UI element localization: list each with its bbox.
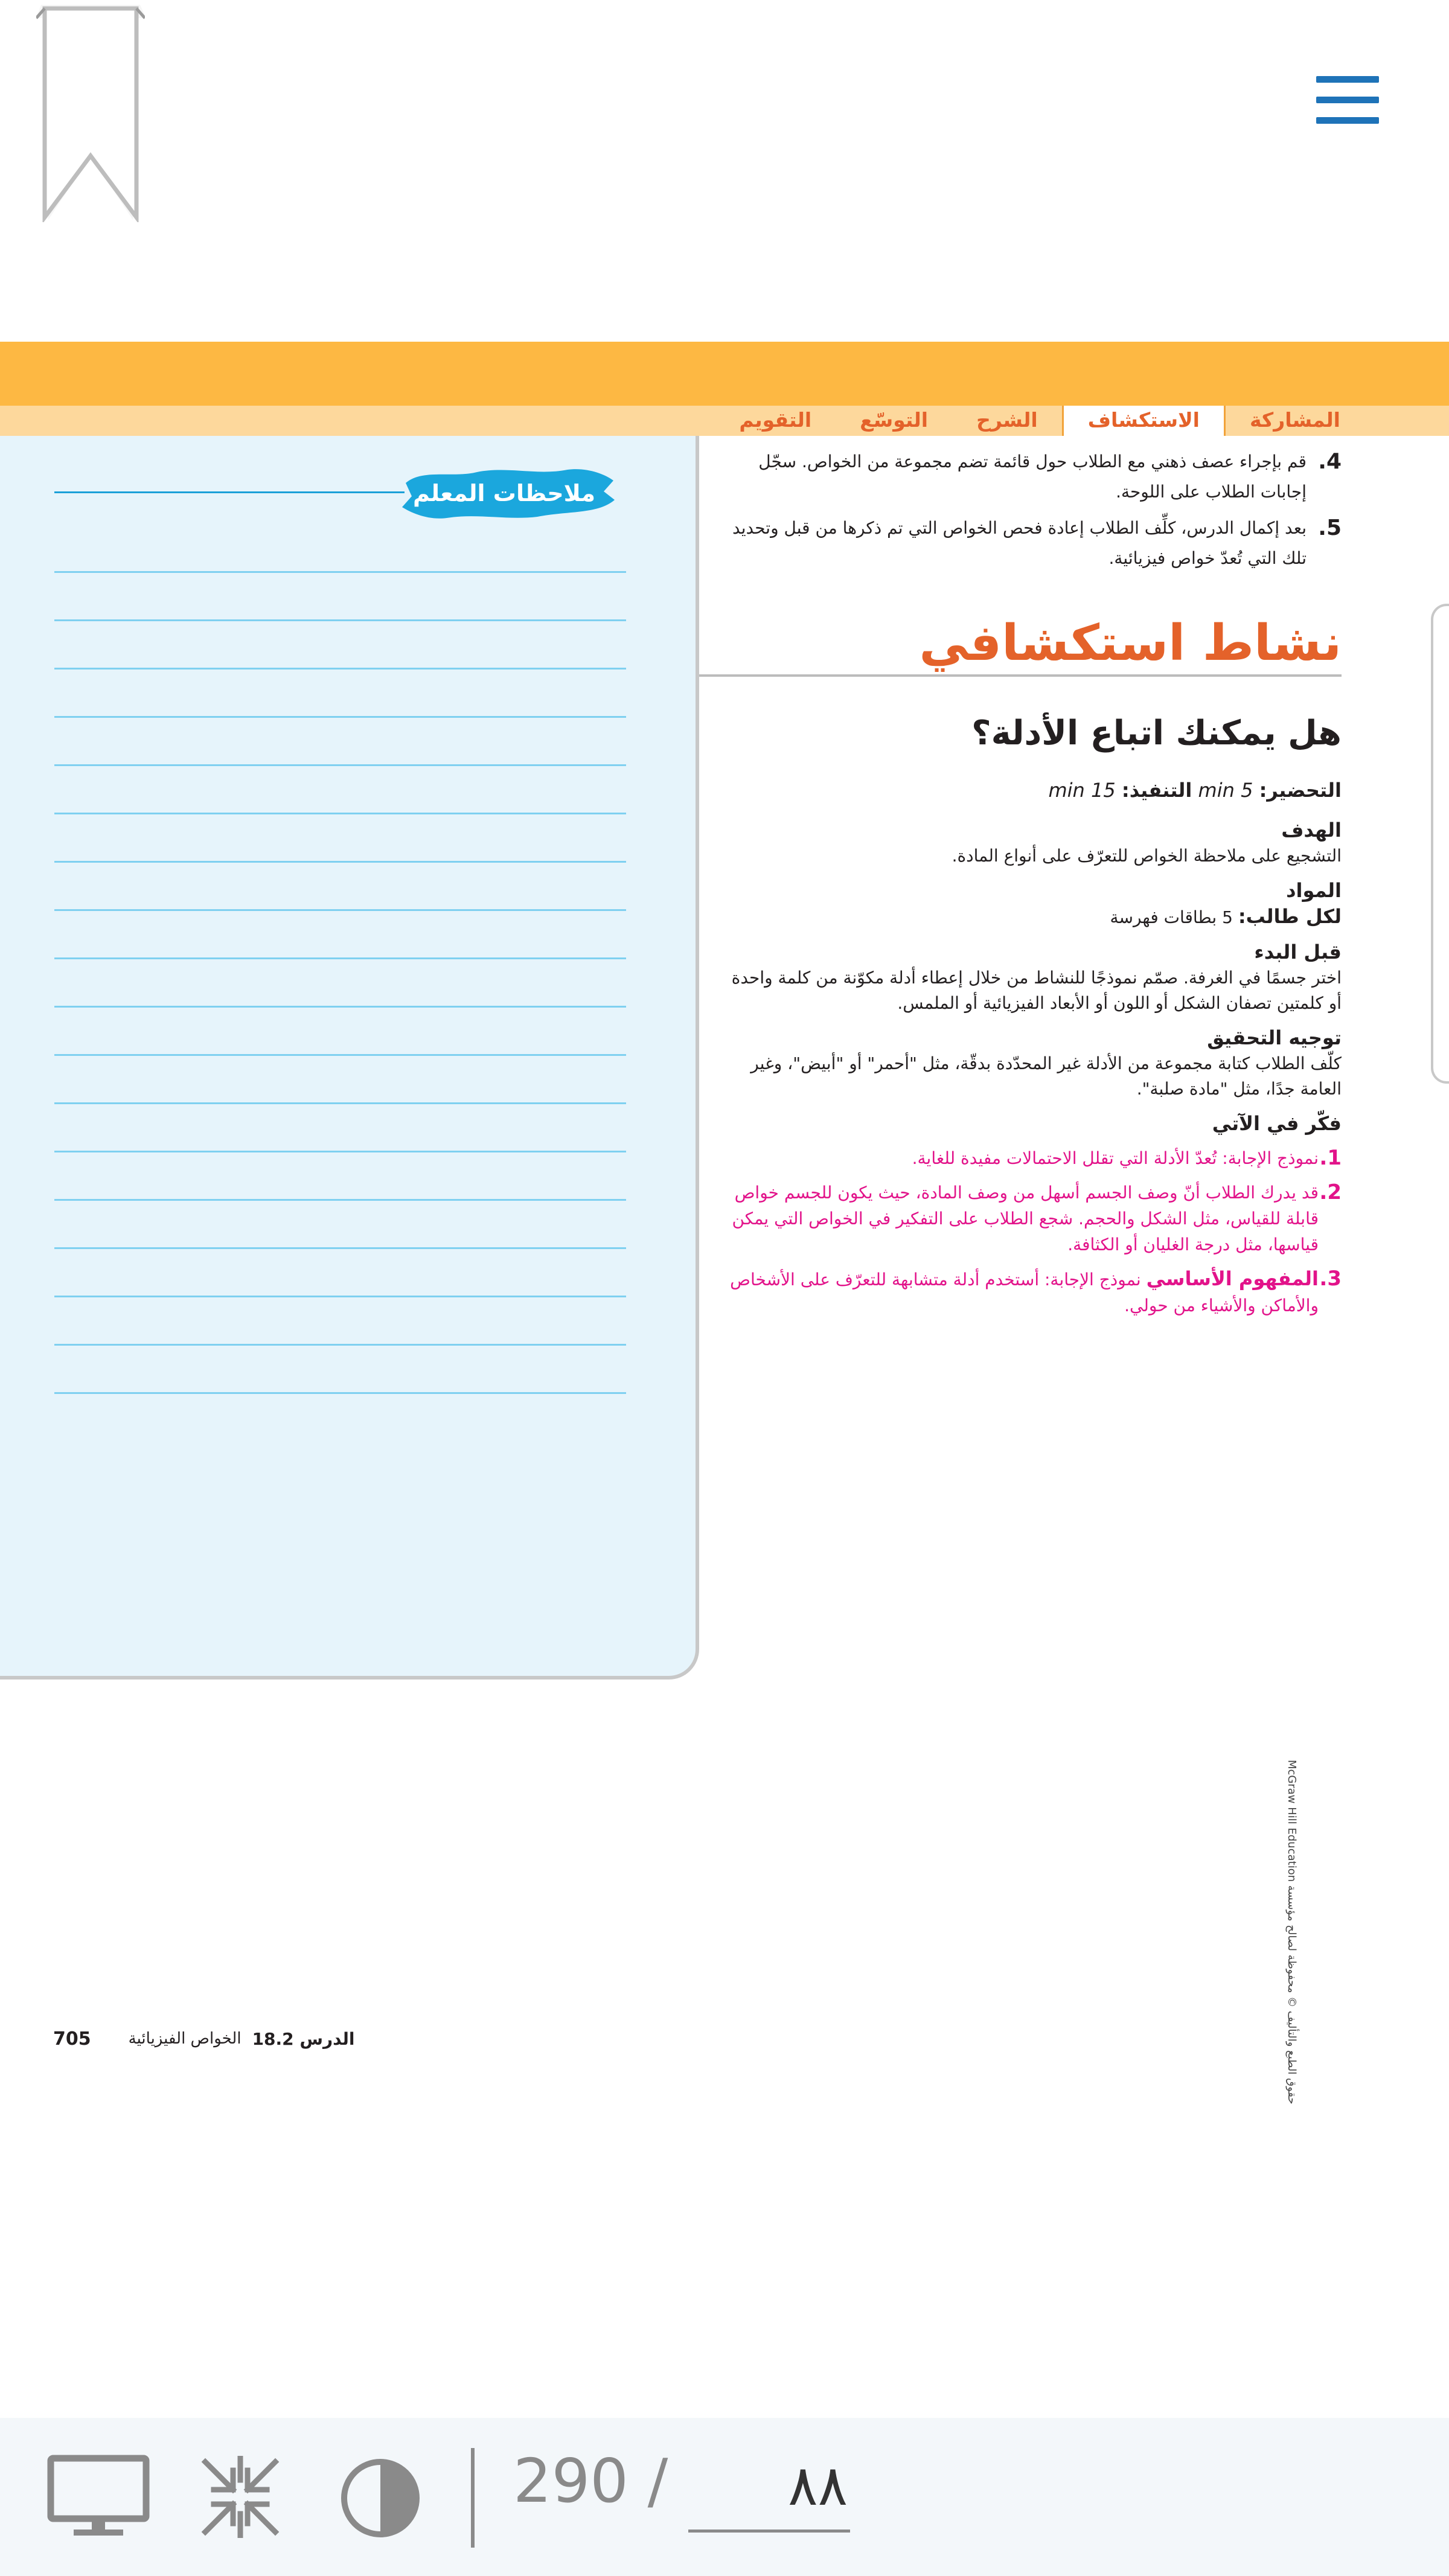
answer-number: 3.: [1319, 1267, 1342, 1291]
materials-heading: المواد: [1286, 879, 1342, 902]
before-start-text: اختر جسمًا في الغرفة. صمّم نموذجًا للنشاط من خلال إعطاء أدلة مكوّنة من كلمة واحدة أو كلمتين تصفان الشكل أو اللون أو الأبعاد الفيزيائية أو الملمس.: [731, 968, 1342, 1013]
answer-number: 2.: [1319, 1180, 1342, 1204]
note-line[interactable]: [54, 668, 626, 670]
note-line[interactable]: [54, 619, 626, 621]
note-line[interactable]: [54, 571, 626, 573]
note-line[interactable]: [54, 1296, 626, 1297]
answer-number: 1.: [1319, 1146, 1342, 1170]
note-line[interactable]: [54, 1102, 626, 1104]
teacher-notes-panel: [0, 436, 699, 1680]
step-number: 5.: [1318, 516, 1342, 540]
contrast-icon[interactable]: [339, 2457, 421, 2539]
prep-label: التحضير:: [1259, 779, 1342, 802]
notes-title-rule: [54, 491, 405, 493]
note-line[interactable]: [54, 716, 626, 718]
note-line[interactable]: [54, 957, 626, 959]
note-line[interactable]: [54, 764, 626, 766]
chapter-banner: [0, 342, 1449, 406]
note-line[interactable]: [54, 1054, 626, 1056]
tab-explore[interactable]: الاستكشاف: [1062, 406, 1226, 436]
guide-inquiry-text: كلّف الطلاب كتابة مجموعة من الأدلة غير المحدّدة بدقّة، مثل "أحمر" أو "أبيض"، وغير العامة جدًا، مثل "مادة صلبة".: [750, 1053, 1342, 1099]
activity-timing: [724, 772, 1342, 808]
note-line[interactable]: [54, 1151, 626, 1152]
step-item: [724, 513, 1342, 574]
note-line[interactable]: [54, 909, 626, 911]
step-text: قم بإجراء عصف ذهني مع الطلاب حول قائمة تضم مجموعة من الخواص. سجّل إجابات الطلاب على اللوحة.: [758, 452, 1307, 502]
explore-activity: [724, 709, 1342, 1318]
before-start-heading: قبل البدء: [1254, 941, 1342, 964]
note-line[interactable]: [54, 861, 626, 863]
desktop-view-icon[interactable]: [47, 2455, 150, 2539]
exec-label: التنفيذ:: [1121, 779, 1192, 802]
materials-value: 5 بطاقات فهرسة: [1110, 907, 1233, 927]
answer-item: [724, 1266, 1342, 1318]
lesson-name: الخواص الفيزيائية: [128, 2030, 242, 2048]
answer-lead: المفهوم الأساسي: [1146, 1267, 1319, 1290]
lesson-label: الدرس 18.2: [252, 2028, 355, 2049]
answer-text: نموذج الإجابة: تُعدّ الأدلة التي تقلل الاحتمالات مفيدة للغاية.: [912, 1148, 1319, 1168]
think-about-heading: فكّر في الآتي: [1212, 1112, 1342, 1135]
total-pages: 290 /: [513, 2446, 668, 2516]
hamburger-menu-icon[interactable]: [1316, 76, 1379, 124]
section-title: نشاط استكشافي: [919, 615, 1342, 672]
materials-label: لكل طالب:: [1238, 905, 1342, 928]
page-number-input[interactable]: [688, 2442, 850, 2533]
lesson-steps: [724, 447, 1342, 580]
step-number: 4.: [1318, 449, 1342, 474]
answer-item: [724, 1145, 1342, 1171]
answer-text: نموذج الإجابة: أستخدم أدلة متشابهة للتعرّف على الأشخاص والأماكن والأشياء من حولي.: [730, 1270, 1319, 1315]
guide-inquiry-heading: توجيه التحقيق: [1207, 1026, 1342, 1049]
step-text: بعد إكمال الدرس، كلِّف الطلاب إعادة فحص الخواص التي تم ذكرها من قبل وتحديد تلك التي تُعدّ خواص فيزيائية.: [732, 518, 1307, 568]
page-number: 705: [53, 2028, 91, 2050]
page-footer: [53, 2025, 354, 2052]
note-line[interactable]: [54, 1344, 626, 1346]
bookmark-icon[interactable]: [36, 5, 145, 222]
toolbar-divider: [471, 2448, 475, 2548]
note-line[interactable]: [54, 1247, 626, 1249]
goal-heading: الهدف: [1281, 819, 1342, 842]
materials-text: [724, 904, 1342, 930]
tab-evaluate[interactable]: التقويم: [739, 408, 812, 432]
note-line[interactable]: [54, 1006, 626, 1008]
tab-explain[interactable]: الشرح: [976, 408, 1038, 432]
copyright-notice: حقوق الطبع والتأليف © محفوظة لصالح مؤسسة McGraw Hill Education: [1285, 1760, 1298, 2105]
exec-value: 15 min: [1048, 779, 1116, 802]
prep-value: 5 min: [1198, 779, 1253, 802]
tab-engage[interactable]: المشاركة: [1250, 408, 1340, 432]
activity-title: هل يمكنك اتباع الأدلة؟: [971, 714, 1342, 753]
lesson-tabs: [700, 406, 1364, 436]
answer-item: [724, 1180, 1342, 1258]
goal-text: التشجيع على ملاحظة الخواص للتعرّف على أنواع المادة.: [952, 846, 1342, 866]
step-item: [724, 447, 1342, 507]
notes-title: ملاحظات المعلم: [413, 480, 595, 507]
answer-text: قد يدرك الطلاب أنّ وصف الجسم أسهل من وصف المادة، حيث يكون للجسم خواص قابلة للقياس، مثل الشكل والحجم. شجع الطلاب على التفكير في الخواص التي يمكن قياسها، مثل درجة الغليان أو الكثافة.: [732, 1183, 1319, 1254]
side-page-tab[interactable]: [1431, 604, 1449, 1084]
note-line[interactable]: [54, 1392, 626, 1394]
note-line[interactable]: [54, 1199, 626, 1201]
tab-elaborate[interactable]: التوسّع: [860, 408, 929, 432]
note-line[interactable]: [54, 813, 626, 814]
section-rule: [699, 674, 1342, 677]
collapse-fullscreen-icon[interactable]: [199, 2456, 281, 2538]
